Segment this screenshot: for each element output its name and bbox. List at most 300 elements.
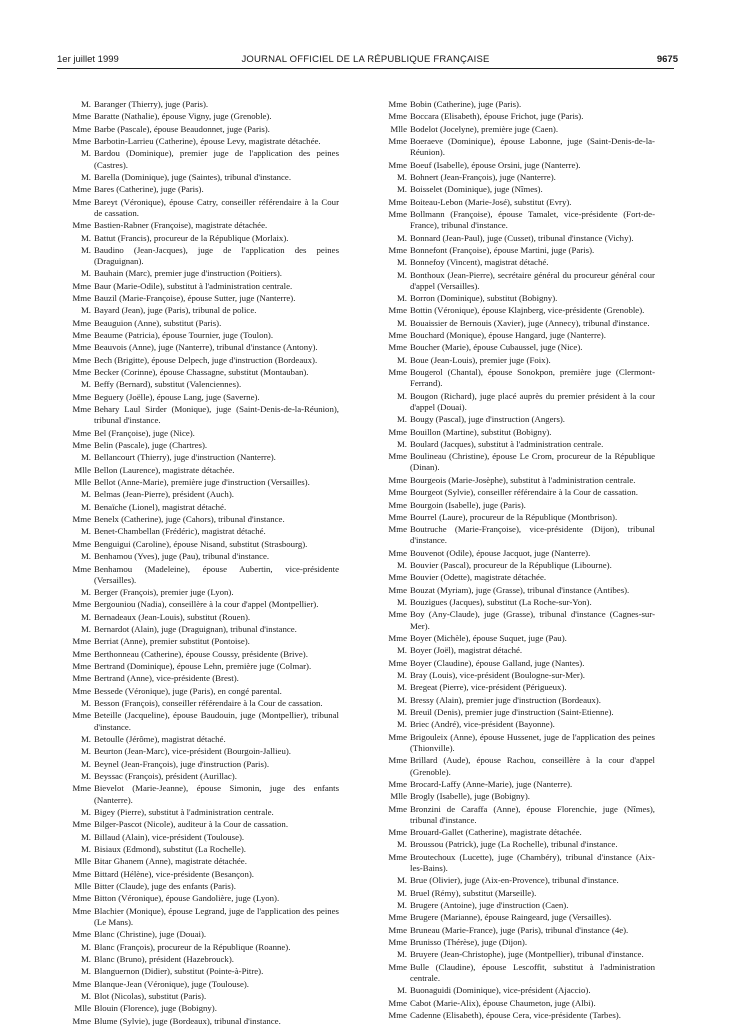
list-item — [373, 755, 655, 777]
entry-text: Bressy (Alain), premier juge d'instruction (Bordeaux). — [410, 694, 601, 705]
civility-prefix: Mlle — [390, 791, 407, 802]
civility-prefix: M. — [396, 390, 407, 401]
entry-text: Bareyt (Véronique), épouse Catry, conseiller référendaire à la Cour de cassation. — [94, 196, 339, 218]
entry-text: Cabot (Marie-Alix), épouse Chaumeton, juge (Albi). — [410, 997, 596, 1008]
civility-prefix: M. — [80, 771, 91, 782]
entry-text: Bigey (Pierre), substitut à l'administration centrale. — [94, 806, 274, 817]
civility-prefix: M. — [80, 379, 91, 390]
entry-text: Boyer (Claudine), épouse Galland, juge (Nantes). — [410, 657, 585, 668]
entry-text: Beteille (Jacqueline), épouse Baudouin, juge (Montpellier), tribunal d'instance. — [94, 710, 339, 732]
civility-prefix: Mme — [72, 404, 91, 415]
civility-prefix: M. — [80, 843, 91, 854]
civility-prefix: Mme — [388, 111, 407, 122]
list-item — [57, 124, 339, 135]
civility-prefix: Mme — [72, 123, 91, 134]
entry-text: Bonnefoy (Vincent), magistrat détaché. — [410, 257, 549, 268]
entry-text: Brugere (Marianne), épouse Raingeard, juge (Versailles). — [410, 912, 612, 923]
list-item — [57, 942, 339, 953]
list-item — [373, 925, 655, 936]
entry-text: Blachier (Monique), épouse Legrand, juge de l'application des peines (Le Mans). — [94, 905, 339, 927]
civility-prefix: Mme — [72, 220, 91, 231]
entry-text: Bouvier (Pascal), procureur de la République (Libourne). — [410, 560, 612, 571]
list-item — [373, 160, 655, 171]
entry-text: Brillard (Aude), épouse Rachou, conseillère à la cour d'appel (Grenoble). — [410, 755, 655, 777]
entry-text: Bellot (Anne-Marie), première juge d'instruction (Versailles). — [94, 477, 310, 488]
entry-text: Brigouleix (Anne), épouse Hussenet, juge de l'application des peines (Thionville). — [410, 731, 655, 753]
list-item — [57, 673, 339, 684]
civility-prefix: Mme — [72, 648, 91, 659]
list-item — [57, 197, 339, 219]
page-number: 9675 — [656, 54, 678, 65]
list-item — [57, 379, 339, 390]
civility-prefix: Mme — [72, 819, 91, 830]
list-item — [57, 355, 339, 366]
entry-text: Boulineau (Christine), épouse Le Crom, procureur de la République (Dinan). — [410, 451, 655, 473]
entry-text: Bourgoin (Isabelle), juge (Paris). — [410, 499, 526, 510]
entry-text: Besson (François), conseiller référendaire à la Cour de cassation. — [94, 698, 323, 709]
entry-text: Blouin (Florence), juge (Bobigny). — [94, 1003, 217, 1014]
civility-prefix: Mme — [388, 937, 407, 948]
list-item — [373, 695, 655, 706]
entry-text: Bellon (Laurence), magistrate détachée. — [94, 464, 235, 475]
list-item — [57, 99, 339, 110]
entry-text: Boeraeve (Dominique), épouse Labonne, juge (Saint-Denis-de-la-Réunion). — [410, 136, 655, 158]
journal-title: JOURNAL OFFICIEL DE LA RÉPUBLIQUE FRANÇAISE — [241, 54, 490, 65]
civility-prefix: M. — [80, 489, 91, 500]
entry-text: Bauhain (Marc), premier juge d'instruction (Poitiers). — [94, 268, 282, 279]
entry-text: Boeuf (Isabelle), épouse Orsini, juge (Nanterre). — [410, 159, 581, 170]
list-item — [373, 414, 655, 425]
list-item — [373, 888, 655, 899]
entry-text: Bruneau (Marie-France), juge (Paris), tribunal d'instance (4e). — [410, 924, 629, 935]
entry-text: Beurton (Jean-Marc), vice-président (Bourgoin-Jallieu). — [94, 746, 291, 757]
civility-prefix: M. — [396, 257, 407, 268]
entry-text: Bulle (Claudine), épouse Lescoffit, substitut à l'administration centrale. — [410, 961, 655, 983]
civility-prefix: Mme — [72, 330, 91, 341]
list-item — [57, 893, 339, 904]
entry-text: Brue (Olivier), juge (Aix-en-Provence), tribunal d'instance. — [410, 875, 619, 886]
civility-prefix: M. — [80, 99, 91, 109]
list-item — [373, 609, 655, 631]
civility-prefix: Mme — [72, 685, 91, 696]
civility-prefix: Mme — [72, 905, 91, 916]
entry-text: Boyer (Michèle), épouse Suquet, juge (Pau). — [410, 633, 567, 643]
civility-prefix: Mme — [388, 803, 407, 814]
civility-prefix: Mme — [388, 524, 407, 535]
list-item — [57, 465, 339, 476]
entry-text: Bonnard (Jean-Paul), juge (Cusset), tribunal d'instance (Vichy). — [410, 232, 634, 243]
list-item — [373, 475, 655, 486]
list-item — [373, 111, 655, 122]
civility-prefix: M. — [396, 719, 407, 730]
civility-prefix: Mme — [72, 1015, 91, 1026]
list-item — [373, 257, 655, 268]
civility-prefix: Mme — [72, 342, 91, 353]
list-item — [373, 839, 655, 850]
civility-prefix: M. — [396, 839, 407, 850]
list-item — [373, 197, 655, 208]
entry-text: Bobin (Catherine), juge (Paris). — [410, 99, 522, 109]
list-item — [57, 819, 339, 830]
entry-text: Beffy (Bernard), substitut (Valenciennes). — [94, 379, 242, 390]
entry-text: Betoulle (Jérôme), magistrat détaché. — [94, 734, 226, 745]
civility-prefix: M. — [80, 746, 91, 757]
list-item — [373, 355, 655, 366]
civility-prefix: Mme — [388, 487, 407, 498]
entry-text: Billaud (Alain), vice-président (Toulouse). — [94, 831, 245, 842]
entry-text: Boiteau-Lebon (Marie-José), substitut (Evry). — [410, 196, 572, 207]
list-item — [373, 732, 655, 754]
list-item — [57, 636, 339, 647]
entry-text: Bouzigues (Jacques), substitut (La Roche-sur-Yon). — [410, 597, 592, 608]
list-item — [57, 599, 339, 610]
entry-text: Bessede (Véronique), juge (Paris), en congé parental. — [94, 685, 282, 696]
list-item — [373, 633, 655, 644]
list-item — [373, 827, 655, 838]
list-item — [373, 670, 655, 681]
civility-prefix: Mme — [388, 827, 407, 838]
entry-text: Bares (Catherine), juge (Paris). — [94, 184, 204, 195]
list-item — [373, 597, 655, 608]
entry-text: Brouard-Gallet (Catherine), magistrate détachée. — [410, 827, 582, 838]
civility-prefix: M. — [396, 887, 407, 898]
civility-prefix: M. — [80, 244, 91, 255]
entry-text: Behary Laul Sirder (Monique), juge (Saint-Denis-de-la-Réunion), tribunal d'instance. — [94, 404, 339, 426]
list-item — [57, 869, 339, 880]
list-item — [57, 612, 339, 623]
list-item — [373, 209, 655, 231]
list-item — [57, 245, 339, 267]
civility-prefix: M. — [396, 414, 407, 425]
civility-prefix: Mme — [72, 599, 91, 610]
civility-prefix: Mme — [388, 244, 407, 255]
list-item — [373, 124, 655, 135]
civility-prefix: Mme — [72, 111, 91, 122]
list-item — [57, 844, 339, 855]
list-item — [373, 293, 655, 304]
entry-text: Bernardot (Alain), juge (Draguignan), tribunal d'instance. — [94, 624, 297, 635]
list-item — [57, 979, 339, 990]
list-item — [373, 99, 655, 110]
civility-prefix: Mme — [388, 426, 407, 437]
entry-text: Bayard (Jean), juge (Paris), tribunal de police. — [94, 305, 257, 316]
civility-prefix: M. — [396, 560, 407, 571]
civility-prefix: M. — [396, 694, 407, 705]
civility-prefix: Mlle — [390, 123, 407, 134]
entry-text: Bouzat (Myriam), juge (Grasse), tribunal d'instance (Antibes). — [410, 584, 630, 595]
civility-prefix: Mme — [72, 427, 91, 438]
list-item — [373, 852, 655, 874]
civility-prefix: M. — [80, 305, 91, 316]
list-item — [373, 719, 655, 730]
civility-prefix: Mme — [72, 710, 91, 721]
entry-text: Boulard (Jacques), substitut à l'administration centrale. — [410, 438, 604, 449]
list-item — [57, 746, 339, 757]
list-item — [373, 779, 655, 790]
entry-text: Bodelot (Jocelyne), première juge (Caen). — [410, 123, 559, 134]
list-item — [57, 551, 339, 562]
entry-text: Bastien-Rabner (Françoise), magistrate détachée. — [94, 220, 268, 231]
entry-text: Boyer (Joël), magistrat détaché. — [410, 645, 523, 656]
entry-text: Blanque-Jean (Véronique), juge (Toulouse). — [94, 978, 249, 989]
list-item — [57, 954, 339, 965]
list-item — [57, 783, 339, 805]
entry-text: Bittard (Hélène), vice-présidente (Besançon). — [94, 868, 254, 879]
entry-text: Bergouniou (Nadia), conseillère à la cour d'appel (Montpellier). — [94, 599, 319, 610]
entry-text: Barbe (Pascale), épouse Beaudonnet, juge (Paris). — [94, 123, 270, 134]
entry-text: Blanc (Christine), juge (Douai). — [94, 929, 207, 940]
list-item — [373, 937, 655, 948]
entry-text: Bougon (Richard), juge placé auprès du premier président à la cour d'appel (Douai). — [410, 390, 655, 412]
list-item — [373, 645, 655, 656]
entry-text: Brunisso (Thérèse), juge (Dijon). — [410, 937, 528, 948]
civility-prefix: Mme — [72, 661, 91, 672]
civility-prefix: Mme — [388, 511, 407, 522]
list-item — [373, 487, 655, 498]
list-item — [373, 270, 655, 292]
civility-prefix: M. — [80, 452, 91, 463]
list-item — [57, 514, 339, 525]
list-item — [57, 649, 339, 660]
list-item — [57, 184, 339, 195]
entry-text: Boutruche (Marie-Françoise), vice-présidente (Dijon), tribunal d'instance. — [410, 524, 655, 546]
civility-prefix: Mme — [388, 499, 407, 510]
entry-text: Buonaguidi (Dominique), vice-président (Ajaccio). — [410, 985, 591, 996]
civility-prefix: Mme — [72, 783, 91, 794]
entry-text: Bitton (Véronique), épouse Gandolière, juge (Lyon). — [94, 893, 280, 904]
civility-prefix: Mme — [388, 997, 407, 1008]
list-item — [57, 172, 339, 183]
civility-prefix: Mme — [388, 367, 407, 378]
list-item — [373, 875, 655, 886]
entry-text: Bech (Brigitte), épouse Delpech, juge d'instruction (Bordeaux). — [94, 354, 318, 365]
civility-prefix: Mme — [72, 514, 91, 525]
list-item — [57, 502, 339, 513]
civility-prefix: Mme — [72, 354, 91, 365]
entry-text: Bernadeaux (Jean-Louis), substitut (Rouen). — [94, 611, 251, 622]
civility-prefix: M. — [80, 587, 91, 598]
civility-prefix: Mme — [388, 961, 407, 972]
civility-prefix: Mme — [72, 978, 91, 989]
civility-prefix: Mme — [72, 893, 91, 904]
list-item — [57, 293, 339, 304]
entry-text: Brogly (Isabelle), juge (Bobigny). — [410, 791, 530, 802]
list-item — [373, 791, 655, 802]
civility-prefix: M. — [396, 707, 407, 718]
entry-text: Bellancourt (Thierry), juge d'instruction (Nanterre). — [94, 452, 276, 463]
entry-text: Beauguion (Anne), substitut (Paris). — [94, 317, 222, 328]
entry-text: Benet-Chambellan (Frédéric), magistrat détaché. — [94, 526, 266, 537]
page-header — [0, 54, 731, 68]
civility-prefix: M. — [396, 949, 407, 960]
list-item — [373, 136, 655, 158]
list-item — [373, 985, 655, 996]
list-item — [373, 451, 655, 473]
list-item — [373, 367, 655, 389]
civility-prefix: M. — [396, 875, 407, 886]
entry-text: Bruel (Rémy), substitut (Marseille). — [410, 887, 537, 898]
entry-text: Bardou (Dominique), premier juge de l'application des peines (Castres). — [94, 148, 339, 170]
entry-text: Broutechoux (Lucette), juge (Chambéry), tribunal d'instance (Aix-les-Bains). — [410, 851, 655, 873]
list-item — [57, 392, 339, 403]
list-item — [373, 548, 655, 559]
entry-text: Benguigui (Caroline), épouse Nisand, substitut (Strasbourg). — [94, 538, 308, 549]
entry-text: Benhamou (Yves), juge (Pau), tribunal d'instance. — [94, 551, 270, 562]
civility-prefix: Mme — [388, 912, 407, 923]
list-item — [373, 342, 655, 353]
entry-text: Barella (Dominique), juge (Saintes), tribunal d'instance. — [94, 171, 292, 182]
list-item — [373, 330, 655, 341]
civility-prefix: M. — [396, 317, 407, 328]
civility-prefix: Mme — [388, 778, 407, 789]
entry-text: Breuil (Denis), premier juge d'instruction (Saint-Etienne). — [410, 707, 614, 718]
entry-text: Berger (François), premier juge (Lyon). — [94, 587, 234, 598]
list-item — [57, 929, 339, 940]
list-item — [57, 807, 339, 818]
entry-text: Bohnert (Jean-François), juge (Nanterre). — [410, 171, 556, 182]
civility-prefix: Mme — [388, 924, 407, 935]
entry-text: Bouchard (Monique), épouse Hangard, juge (Nanterre). — [410, 330, 606, 341]
civility-prefix: Mme — [72, 317, 91, 328]
entry-text: Beynel (Jean-François), juge d'instruction (Paris). — [94, 758, 270, 769]
civility-prefix: M. — [396, 645, 407, 656]
list-item — [373, 962, 655, 984]
civility-prefix: Mme — [388, 451, 407, 462]
list-item — [373, 560, 655, 571]
entry-text: Beaume (Patricia), épouse Tournier, juge (Toulon). — [94, 330, 274, 341]
list-item — [373, 804, 655, 826]
list-item — [57, 624, 339, 635]
entry-text: Bouillon (Martine), substitut (Bobigny). — [410, 426, 552, 437]
civility-prefix: Mme — [388, 851, 407, 862]
civility-prefix: Mme — [388, 136, 407, 147]
entry-text: Baratte (Nathalie), épouse Vigny, juge (Grenoble). — [94, 111, 272, 122]
list-item — [57, 281, 339, 292]
entry-text: Bonthoux (Jean-Pierre), secrétaire général du procureur général cour d'appel (Versailles). — [410, 269, 655, 291]
entry-text: Boisselet (Dominique), juge (Nîmes). — [410, 184, 543, 195]
entry-text: Boccara (Elisabeth), épouse Frichot, juge (Paris). — [410, 111, 584, 122]
civility-prefix: Mme — [72, 280, 91, 291]
list-item — [57, 966, 339, 977]
list-item — [373, 572, 655, 583]
civility-prefix: Mme — [388, 572, 407, 583]
list-item — [57, 489, 339, 500]
list-item — [57, 233, 339, 244]
civility-prefix: M. — [396, 171, 407, 182]
entry-text: Briec (André), vice-président (Bayonne). — [410, 719, 555, 730]
entry-text: Boue (Jean-Louis), premier juge (Foix). — [410, 354, 551, 365]
entry-text: Bourgeot (Sylvie), conseiller référendaire à la Cour de cassation. — [410, 487, 638, 498]
list-item — [57, 305, 339, 316]
civility-prefix: M. — [80, 526, 91, 537]
entry-text: Bonnefont (Françoise), épouse Martini, juge (Paris). — [410, 244, 595, 255]
entry-text: Berriat (Anne), premier substitut (Pontoise). — [94, 636, 250, 647]
civility-prefix: Mlle — [74, 477, 91, 488]
entry-text: Battut (Francis), procureur de la République (Morlaix). — [94, 232, 289, 243]
civility-prefix: Mme — [388, 474, 407, 485]
list-item — [57, 1016, 339, 1027]
civility-prefix: M. — [396, 269, 407, 280]
civility-prefix: M. — [396, 985, 407, 996]
list-item — [373, 245, 655, 256]
entry-text: Bray (Louis), vice-président (Boulogne-sur-Mer). — [410, 670, 585, 681]
civility-prefix: M. — [396, 900, 407, 910]
entry-text: Bilger-Pascot (Nicole), auditeur à la Cour de cassation. — [94, 819, 289, 830]
list-item — [57, 136, 339, 147]
civility-prefix: Mme — [388, 609, 407, 620]
civility-prefix: M. — [80, 171, 91, 182]
civility-prefix: M. — [80, 734, 91, 745]
entry-text: Berthonneau (Catherine), épouse Coussy, présidente (Brive). — [94, 648, 308, 659]
civility-prefix: Mme — [388, 330, 407, 341]
list-item — [373, 318, 655, 329]
civility-prefix: Mme — [388, 1009, 407, 1020]
civility-prefix: Mme — [388, 99, 407, 109]
civility-prefix: M. — [80, 611, 91, 622]
list-item — [57, 906, 339, 928]
list-item — [373, 524, 655, 546]
civility-prefix: M. — [80, 941, 91, 952]
civility-prefix: M. — [80, 831, 91, 842]
list-item — [57, 330, 339, 341]
list-item — [373, 585, 655, 596]
list-item — [57, 268, 339, 279]
civility-prefix: Mme — [72, 391, 91, 402]
entry-text: Baur (Marie-Odile), substitut à l'administration centrale. — [94, 280, 293, 291]
list-item — [57, 111, 339, 122]
entry-text: Belin (Pascale), juge (Chartres). — [94, 440, 208, 451]
entry-text: Barbotin-Larrieu (Catherine), épouse Levy, magistrate détachée. — [94, 136, 321, 147]
civility-prefix: Mme — [388, 755, 407, 766]
list-item — [57, 452, 339, 463]
list-item — [57, 832, 339, 843]
civility-prefix: Mme — [388, 305, 407, 316]
civility-prefix: M. — [80, 624, 91, 635]
entry-text: Bertrand (Anne), vice-présidente (Brest). — [94, 673, 239, 684]
entry-text: Bougy (Pascal), juge d'instruction (Angers). — [410, 414, 566, 425]
list-item — [373, 707, 655, 718]
list-item — [373, 658, 655, 669]
list-item — [57, 710, 339, 732]
entry-text: Bollmann (Françoise), épouse Tamalet, vice-présidente (Fort-de-France), tribunal d'instance. — [410, 208, 655, 231]
entry-text: Bievelot (Marie-Jeanne), épouse Simonin, juge des enfants (Nanterre). — [94, 783, 339, 805]
civility-prefix: Mme — [72, 184, 91, 195]
entry-text: Bitar Ghanem (Anne), magistrate détachée. — [94, 856, 247, 867]
civility-prefix: Mme — [72, 440, 91, 451]
entry-text: Bertrand (Dominique), épouse Lehn, première juge (Colmar). — [94, 661, 312, 672]
civility-prefix: Mme — [388, 633, 407, 643]
civility-prefix: M. — [80, 698, 91, 709]
civility-prefix: M. — [396, 682, 407, 693]
entry-text: Benhamou (Madeleine), épouse Aubertin, vice-présidente (Versailles). — [94, 563, 339, 585]
civility-prefix: M. — [396, 184, 407, 195]
entry-text: Bourrel (Laure), procureur de la République (Montbrison). — [410, 511, 618, 522]
list-item — [57, 991, 339, 1002]
list-item — [373, 1010, 655, 1021]
civility-prefix: Mme — [72, 929, 91, 940]
list-item — [57, 148, 339, 170]
entry-text: Bitter (Claude), juge des enfants (Paris). — [94, 881, 236, 892]
civility-prefix: M. — [396, 354, 407, 365]
entry-text: Bouvenot (Odile), épouse Jacquot, juge (Nanterre). — [410, 547, 591, 558]
civility-prefix: M. — [80, 148, 91, 159]
civility-prefix: Mme — [388, 731, 407, 742]
header-rule — [57, 68, 674, 69]
list-item — [57, 342, 339, 353]
civility-prefix: M. — [80, 501, 91, 512]
civility-prefix: Mme — [72, 636, 91, 647]
entry-text: Baranger (Thierry), juge (Paris). — [94, 99, 209, 109]
